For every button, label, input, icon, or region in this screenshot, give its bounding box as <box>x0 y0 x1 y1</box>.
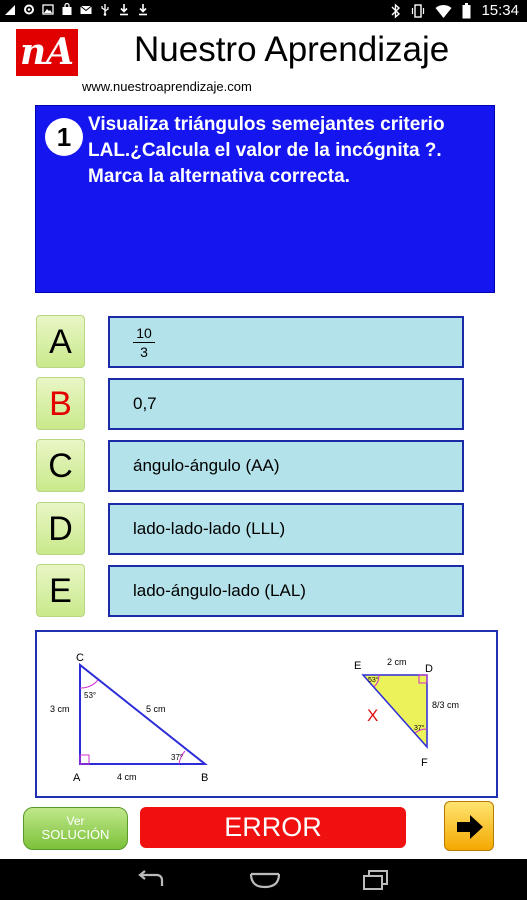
option-b-label: 0,7 <box>133 394 157 413</box>
vertex-b-label: B <box>201 772 209 784</box>
vertex-f-label: F <box>421 757 428 769</box>
back-icon[interactable] <box>136 870 166 890</box>
triangles-diagram <box>37 632 496 796</box>
side-cb-label: 5 cm <box>146 704 166 714</box>
view-solution-button[interactable] <box>23 807 128 850</box>
angle-arc-c <box>80 680 98 688</box>
side-ab-label: 4 cm <box>117 772 137 782</box>
website-url: www.nuestroaprendizaje.com <box>82 79 252 94</box>
triangles-figure <box>35 630 498 798</box>
option-a-button[interactable] <box>108 316 464 368</box>
side-ef-unknown: X <box>367 706 379 725</box>
view-solution-line1: Ver <box>66 814 85 828</box>
fraction-denominator: 3 <box>140 343 148 360</box>
arrow-right-icon <box>445 802 495 852</box>
fraction-numerator: 10 <box>136 324 152 341</box>
bluetooth-icon <box>391 3 401 19</box>
fraction-bar <box>133 342 155 343</box>
option-e-label: lado-ángulo-lado (LAL) <box>133 581 306 600</box>
vertex-e-label: E <box>354 660 362 672</box>
option-c-button[interactable] <box>108 440 464 492</box>
option-a-letter[interactable]: A <box>36 315 85 368</box>
app-logo: nA <box>16 29 78 76</box>
option-d-letter[interactable]: D <box>36 502 85 555</box>
vertex-a-label: A <box>73 772 81 784</box>
notification-icons <box>4 3 149 16</box>
image-icon <box>42 3 54 16</box>
recent-apps-icon[interactable] <box>362 870 390 890</box>
navigation-bar <box>0 859 527 900</box>
vertex-c-label: C <box>76 652 84 664</box>
option-c-label: ángulo-ángulo (AA) <box>133 456 280 475</box>
side-ca-label: 3 cm <box>50 704 70 714</box>
option-b-letter[interactable]: B <box>36 377 85 430</box>
vibrate-icon <box>411 3 425 19</box>
angle-c-label: 53° <box>84 691 97 700</box>
app-title: Nuestro Aprendizaje <box>134 30 450 69</box>
vertex-d-label: D <box>425 663 433 675</box>
question-text: Visualiza triángulos semejantes criterio LAL.¿Calcula el valor de la incógnita ?. Marca la alternativa correcta. <box>88 114 445 187</box>
next-question-button[interactable] <box>444 801 494 851</box>
shopping-bag-icon <box>61 3 73 16</box>
home-icon[interactable] <box>248 871 282 889</box>
battery-icon <box>462 3 471 19</box>
triangle-abc <box>80 665 205 764</box>
status-bar <box>0 0 527 22</box>
download-icon <box>118 3 130 16</box>
option-d-button[interactable] <box>108 503 464 555</box>
side-df-label: 8/3 cm <box>432 700 460 710</box>
option-c-letter[interactable]: C <box>36 439 85 492</box>
option-b-button[interactable] <box>108 378 464 430</box>
side-ed-label: 2 cm <box>387 657 407 667</box>
wifi-icon <box>435 3 452 19</box>
download-icon <box>137 3 149 16</box>
view-solution-line2: SOLUCIÓN <box>41 827 110 842</box>
option-a-fraction <box>133 325 155 360</box>
result-status-error: ERROR <box>140 807 406 848</box>
clock: 15:34 <box>481 2 519 19</box>
angle-e-label: 53° <box>368 677 379 684</box>
angle-b-label: 37° <box>171 753 184 762</box>
angle-f-label: 37° <box>414 725 425 732</box>
system-icons <box>391 2 519 19</box>
right-angle-mark-a <box>80 755 89 764</box>
option-e-letter[interactable]: E <box>36 564 85 617</box>
signal-icon <box>4 3 16 16</box>
settings-icon <box>23 3 35 16</box>
option-e-button[interactable] <box>108 565 464 617</box>
mail-icon <box>80 3 92 16</box>
usb-icon <box>99 3 111 16</box>
option-d-label: lado-lado-lado (LLL) <box>133 519 286 538</box>
question-number-badge: 1 <box>45 118 83 156</box>
